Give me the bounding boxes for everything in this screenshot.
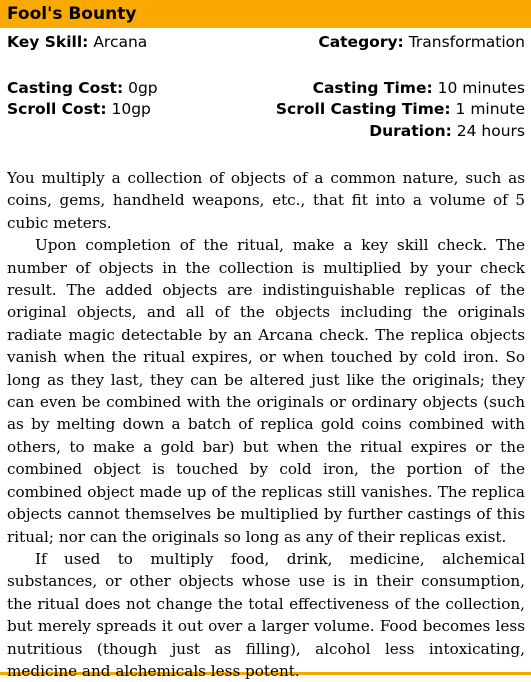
key-skill-label: Key Skill:: [7, 33, 89, 51]
title-bar: [0, 0, 531, 28]
description-paragraph: Upon completion of the ritual, make a key skill check. The number of objects in the collection is multiplied by your check result. The added objects are indistinguishable replicas of the original objects, and all of the objects including the originals radiate magic detectable by an Arcana check. The replica objects vanish when the ritual expires, or when touched by cold iron. So long as they last, they can be altered just like the originals; they can even be combined with the originals or ordinary objects (such as by melting down a batch of replica gold coins combined with others, to make a gold bar) but when the ritual expires or the combined object is touched by cold iron, the portion of the combined object made up of the replicas still vanishes. The replica objects cannot themselves be multiplied by further castings of this ritual; nor can the originals so long as any of their replicas exist.: [7, 236, 525, 546]
casting-cost-label: Casting Cost:: [7, 79, 124, 97]
key-skill: [7, 31, 147, 53]
key-skill-value: Arcana: [93, 33, 148, 51]
ritual-description: [7, 167, 525, 682]
category: [318, 31, 525, 53]
scroll-casting-time-value: 1 minute: [455, 100, 525, 118]
casting-time: [313, 77, 525, 99]
scroll-casting-time: [276, 98, 525, 120]
category-value: Transformation: [408, 33, 525, 51]
duration: [369, 120, 525, 142]
casting-cost: [7, 77, 158, 99]
scroll-cost-value: 10gp: [111, 100, 151, 118]
scroll-casting-time-label: Scroll Casting Time:: [275, 100, 451, 118]
description-paragraph: You multiply a collection of objects of a common nature, such as coins, gems, handheld weapons, etc., that fit into a volume of 5 cubic meters.: [7, 169, 525, 232]
category-label: Category:: [318, 33, 404, 51]
scroll-cost: [7, 98, 151, 120]
casting-time-value: 10 minutes: [437, 79, 525, 97]
duration-value: 24 hours: [456, 122, 525, 140]
duration-label: Duration:: [369, 122, 452, 140]
ritual-title: Fool's Bounty: [7, 4, 137, 24]
scroll-cost-label: Scroll Cost:: [7, 100, 107, 118]
casting-cost-value: 0gp: [128, 79, 158, 97]
casting-time-label: Casting Time:: [312, 79, 433, 97]
description-paragraph: If used to multiply food, drink, medicine, alchemical substances, or other objects whose use is in their consumption, the ritual does not change the total effectiveness of the collection, but merely spreads it out over a larger volume. Food becomes less nutritious (though just as filling), alcohol less intoxicating, medicine and alchemicals less potent.: [7, 549, 525, 680]
